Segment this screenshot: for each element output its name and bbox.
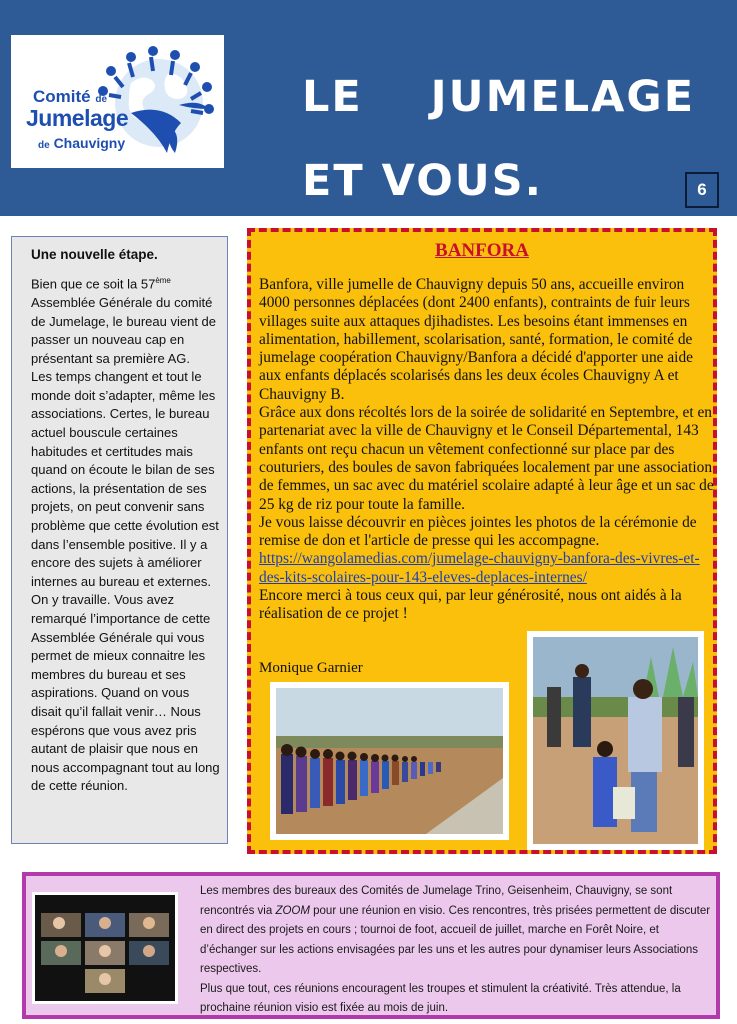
committee-logo xyxy=(11,35,224,168)
page-title: LE JUMELAGE ET VOUS. xyxy=(302,72,696,206)
video-meeting-article xyxy=(22,872,720,1019)
article-link[interactable]: https://wangolamedias.com/jumelage-chauvigny-banfora-des-vivres-et-des-kits-scolaires-pour-143-eleves-deplaces-internes/ xyxy=(259,550,700,586)
banfora-paragraph: Grâce aux dons récoltés lors de la soirée de solidarité en Septembre, et en partenariat avec la ville de Chauvigny et le Conseil Départemental, 143 enfants ont reçu chacun un vêtement confectionné sur place par des couturiers, des boules de savon fabriquées localement par une association de femmes, un sac avec du matériel scolaire adapté à leur âge et un sac de 25 kg de riz pour toute la famille. xyxy=(259,404,714,513)
page-number: 6 xyxy=(685,172,719,208)
logo-line-jumelage: Jumelage xyxy=(26,105,129,131)
article-new-step xyxy=(11,236,228,844)
banfora-body xyxy=(259,276,714,624)
banfora-paragraph: Je vous laisse découvrir en pièces jointes les photos de la cérémonie de remise de don et l'article de presse qui les accompagne. xyxy=(259,513,697,550)
banfora-paragraph: Encore merci à tous ceux qui, par leur générosité, nous ont aidés à la réalisation de ce projet ! xyxy=(259,587,682,623)
page-header xyxy=(0,0,737,216)
article-title: Une nouvelle étape. xyxy=(31,247,158,262)
article-body: Bien que ce soit la 57ème Assemblée Générale du comité de Jumelage, le bureau vient de passer un nouveau cap en présentant sa première AG. Les temps changent et tout le monde doit s’adapter, même les associations. Certes, le bureau actuel bouscule certaines habitudes et certitudes mais quand on écoute le bilan de ses actions, la présentation de ses projets, on peut convenir sans problème que cette évolution est dans l’ensemble positive. Il y a encore des sujets à améliorer internes au bureau et externes. On y travaille. Vous avez remarqué l’importance de cette Assemblée Générale qui vous permet de mieux connaitre les membres du bureau et ses aspirations. Quand on vous disait qu’il fallait venir… Nous espérons que vous avez pris autant de plaisir que nous en nous accompagnant tout au long de cette réunion. xyxy=(31,276,220,794)
zoom-meeting-photo xyxy=(32,892,178,1004)
banfora-article xyxy=(247,228,717,854)
banfora-title: BANFORA xyxy=(435,240,529,261)
logo-line-chauvigny: de Chauvigny xyxy=(38,135,126,151)
signature: Monique Garnier xyxy=(259,660,363,676)
logo-line-comite: Comité de xyxy=(33,87,108,106)
children-line-photo xyxy=(270,682,509,840)
meeting-text: Les membres des bureaux des Comités de Jumelage Trino, Geisenheim, Chauvigny, se sont rencontrés via ZOOM pour une réunion en visio. Ces rencontres, très prisées permettent de discuter en direct des projets en cours ; tournoi de foot, accueil de juillet, marche en Forêt Noire, et d’échanger sur les actions envisagées par les uns et les autres pour dynamiser leurs Associations respectives. Plus que tout, ces réunions encouragent les troupes et stimulent la créativité. Très attendue, la prochaine réunion visio est fixée au mois de juin. xyxy=(200,885,711,1014)
banfora-paragraph: Banfora, ville jumelle de Chauvigny depuis 50 ans, accueille environ 4000 personnes déplacées (dont 2400 enfants), contraints de fuir leurs villages suite aux attaques djihadistes. Les besoins étant immenses en alimentation, habillement, scolarisation, santé, formation, le comité de jumelage coopération Chauvigny/Banfora a décidé d'apporter une aide aux enfants déplacés scolarisés dans les deux écoles Chauvigny A et Chauvigny B. xyxy=(259,276,693,403)
donation-ceremony-photo xyxy=(527,631,704,850)
